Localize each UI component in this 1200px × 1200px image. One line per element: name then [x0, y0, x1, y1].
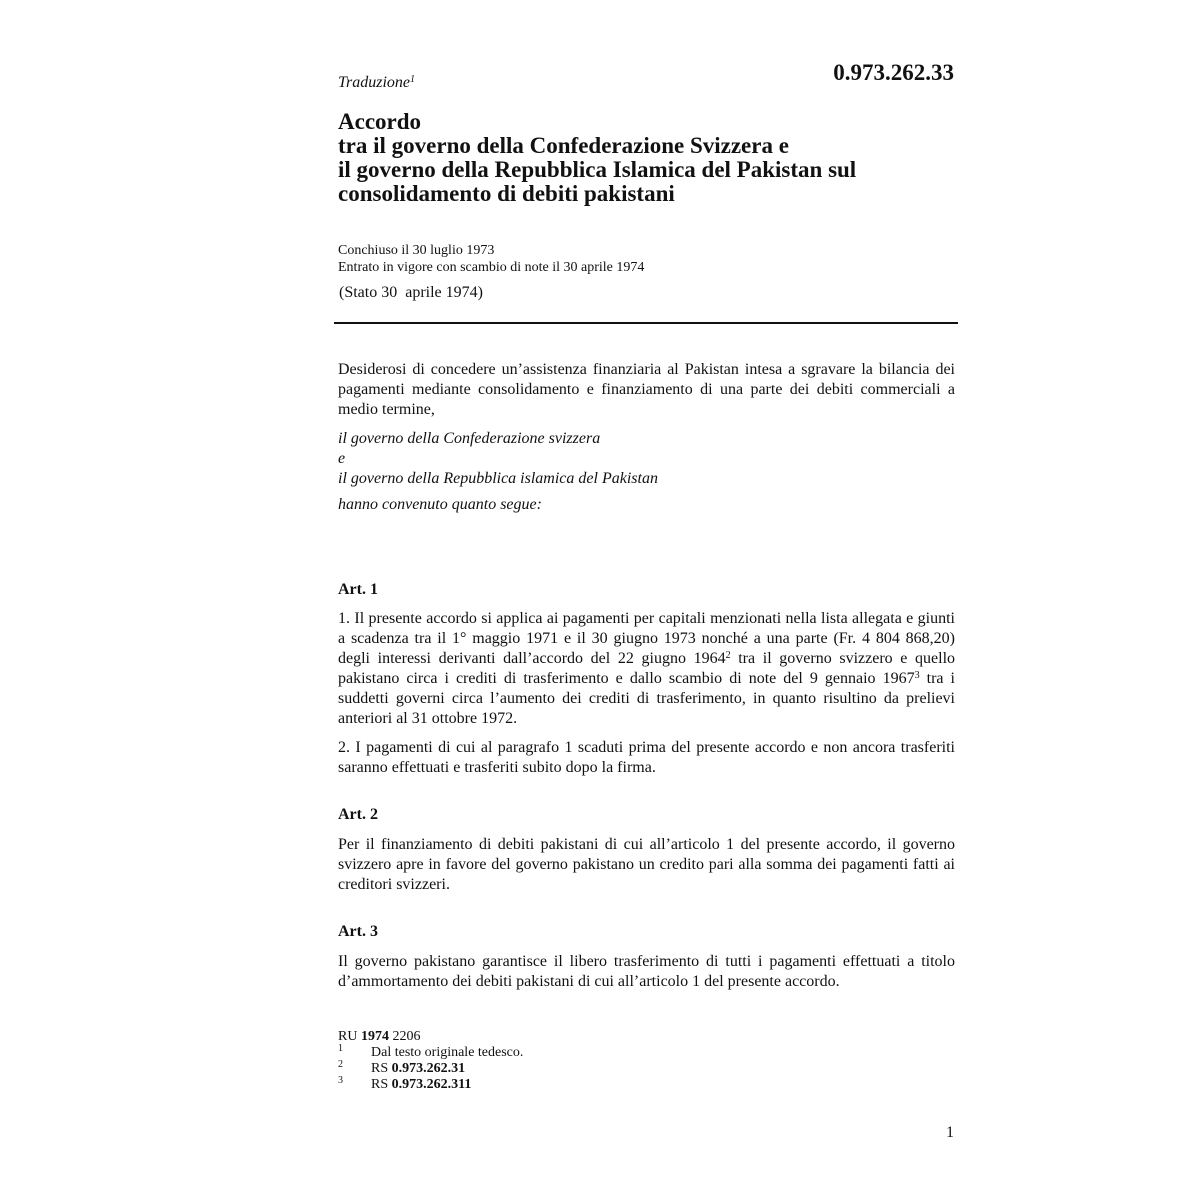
preamble-text: Desiderosi di concedere un’assistenza finanziaria al Pakistan intesa a sgravare la bilancia dei pagamenti mediante consolidamento e finanziamento di una parte dei debiti commerciali a medio termine, [338, 361, 955, 418]
title-line: il governo della Repubblica Islamica del Pakistan sul [338, 157, 857, 182]
footnote-text: Dal testo originale tedesco. [371, 1045, 524, 1060]
footnote-sr-ref: 0.973.262.311 [391, 1077, 472, 1092]
sr-number: 0.973.262.33 [833, 60, 954, 85]
in-force-date: Entrato in vigore con scambio di note il 30 aprile 1974 [338, 260, 645, 275]
pre-title-text: Traduzione [338, 74, 411, 91]
article-3-heading: Art. 3 [338, 923, 378, 940]
footnote-text [371, 1077, 471, 1093]
header-divider [334, 322, 958, 324]
footnote-number: 1 [338, 1043, 343, 1054]
footnote-2 [338, 1059, 466, 1077]
article-2-text: Per il finanziamento di debiti pakistani di cui all’articolo 1 del presente accordo, il governo svizzero apre in favore del governo pakistano un credito pari alla somma dei pagamenti fatti ai creditori svizzeri. [338, 836, 955, 893]
title-line: Accordo [338, 109, 422, 134]
footnote-ref-3: 3 [914, 670, 920, 681]
footnote-prefix: RS [371, 1061, 392, 1076]
title-line: consolidamento di debiti pakistani [338, 181, 675, 206]
footnote-1 [338, 1043, 524, 1061]
ru-year: 1974 [360, 1029, 389, 1044]
title-line: tra il governo della Confederazione Svizzera e [338, 133, 789, 158]
article-1-paragraph-1 [338, 609, 955, 729]
document-meta [338, 242, 644, 276]
parties-block [338, 429, 955, 515]
footnote-ref-1: 1 [410, 74, 416, 85]
article-1-paragraph-2: 2. I pagamenti di cui al paragrafo 1 scaduti prima del presente accordo e non ancora trasferiti saranno effettuati e trasferiti subito dopo la firma. [338, 739, 955, 776]
ru-prefix: RU [338, 1029, 361, 1044]
footnote-number: 2 [338, 1059, 343, 1070]
article-1-text-a: 1. Il presente accordo si applica ai pagamenti per capitali menzionati nella lista allegata e giunti a scadenza tra il 1° maggio 1971 e il 30 giugno 1973 nonché a una parte (Fr. 4 804 868,20) degli interessi derivanti dall’accordo del 22 giugno 1964 [338, 610, 955, 667]
article-2-heading: Art. 2 [338, 806, 378, 823]
footnote-ref-2: 2 [725, 650, 731, 661]
footnote-3 [338, 1075, 472, 1093]
article-1-heading: Art. 1 [338, 581, 378, 598]
footnotes-block [338, 1028, 524, 1093]
footnote-prefix: RS [371, 1077, 392, 1092]
ru-reference [338, 1028, 420, 1045]
article-3-text: Il governo pakistano garantisce il libero trasferimento di tutti i pagamenti effettuati a titolo d’ammortamento dei debiti pakistani di cui all’articolo 1 del presente accordo. [338, 953, 955, 990]
document-title [338, 110, 958, 206]
footnote-text [371, 1061, 465, 1077]
footnote-sr-ref: 0.973.262.31 [391, 1061, 466, 1076]
party-pakistan: il governo della Repubblica islamica del Pakistan [338, 470, 658, 487]
concluded-date: Conchiuso il 30 luglio 1973 [338, 243, 495, 258]
agreement-phrase: hanno convenuto quanto segue: [338, 496, 542, 513]
translation-note [338, 74, 415, 92]
ru-page: 2206 [388, 1029, 421, 1044]
party-swiss: il governo della Confederazione svizzera [338, 430, 601, 447]
status-date: (Stato 30 aprile 1974) [339, 284, 483, 301]
footnote-number: 3 [338, 1075, 343, 1086]
page-number: 1 [946, 1124, 954, 1141]
article-1-text-b: tra il governo svizzero e quello pakistano circa i crediti di trasferimento e dallo scambio di note del 9 gennaio 1967 [338, 650, 956, 687]
article-1-text-c: tra i suddetti governi circa l’aumento dei crediti di trasferimento, in quanto risultino da prelievi anteriori al 31 ottobre 1972. [338, 670, 955, 727]
party-conjunction: e [338, 450, 346, 467]
